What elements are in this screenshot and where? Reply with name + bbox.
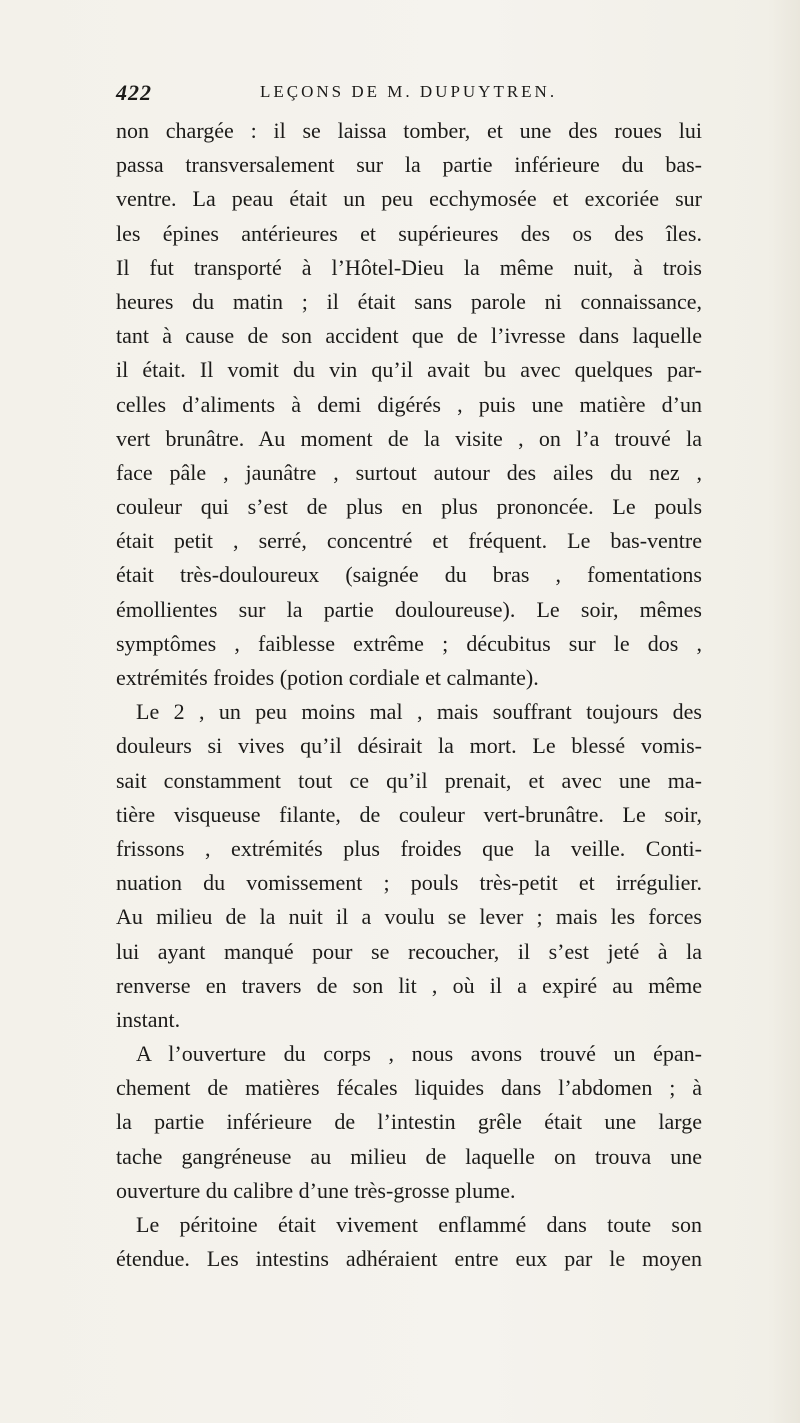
text-line: extrémités froides (potion cordiale et calmante). (116, 665, 539, 690)
page-header (116, 80, 676, 110)
text-line: non chargée : il se laissa tomber, et une des roues lui (116, 118, 702, 143)
text-line: passa transversalement sur la partie inférieure du bas- (116, 152, 702, 178)
text-line: frissons , extrémités plus froides que la veille. Conti- (116, 835, 702, 861)
running-head: LEÇONS DE M. DUPUYTREN. (260, 82, 558, 101)
page-number: 422 (116, 80, 152, 105)
text-line: vert brunâtre. Au moment de la visite , on l’a trouvé la (116, 425, 702, 451)
text-line: Au milieu de la nuit il a voulu se lever ; mais les forces (116, 904, 702, 930)
text-line: celles d’aliments à demi digérés , puis une matière d’un (116, 391, 702, 417)
text-line: Il fut transporté à l’Hôtel-Dieu la même nuit, à trois (116, 254, 702, 280)
text-line: instant. (116, 1006, 181, 1032)
text-line: les épines antérieures et supérieures des os des îles. (116, 220, 702, 246)
text-line: renverse en travers de son lit , où il a expiré au même (116, 972, 702, 998)
text-line: face pâle , jaunâtre , surtout autour des ailes du nez , (116, 459, 702, 485)
body-text (116, 114, 702, 1276)
text-line: tant à cause de son accident que de l’ivresse dans laquelle (116, 323, 702, 349)
text-line: A l’ouverture du corps , nous avons trouvé un épan- (136, 1041, 702, 1067)
text-line: tière visqueuse filante, de couleur vert-brunâtre. Le soir, (116, 801, 702, 827)
text-line: Le péritoine était vivement enflammé dans toute son (136, 1212, 702, 1237)
text-line: ventre. La peau était un peu ecchymosée et excoriée sur (116, 186, 702, 212)
text-line: la partie inférieure de l’intestin grêle était une large (116, 1109, 702, 1135)
text-line: était très-douloureux (saignée du bras , fomentations (116, 562, 702, 588)
text-line: chement de matières fécales liquides dans l’abdomen ; à (116, 1075, 702, 1101)
text-line: était petit , serré, concentré et fréquent. Le bas-ventre (116, 528, 702, 554)
text-line: ouverture du calibre d’une très-grosse plume. (116, 1177, 516, 1203)
text-line: nuation du vomissement ; pouls très-petit et irrégulier. (116, 870, 702, 896)
text-line: symptômes , faiblesse extrême ; décubitus sur le dos , (116, 630, 702, 656)
text-line: sait constamment tout ce qu’il prenait, et avec une ma- (116, 767, 702, 793)
text-line: étendue. Les intestins adhéraient entre eux par le moyen (116, 1246, 702, 1272)
text-line: lui ayant manqué pour se recoucher, il s’est jeté à la (116, 938, 702, 964)
text-line: Le 2 , un peu moins mal , mais souffrant toujours des (136, 699, 702, 725)
text-line: couleur qui s’est de plus en plus prononcée. Le pouls (116, 494, 702, 520)
text-line: douleurs si vives qu’il désirait la mort. Le blessé vomis- (116, 733, 702, 759)
text-line: il était. Il vomit du vin qu’il avait bu avec quelques par- (116, 357, 702, 383)
text-line: heures du matin ; il était sans parole ni connaissance, (116, 288, 702, 314)
text-line: tache gangréneuse au milieu de laquelle on trouva une (116, 1143, 702, 1169)
text-line: émollientes sur la partie douloureuse). Le soir, mêmes (116, 596, 702, 622)
